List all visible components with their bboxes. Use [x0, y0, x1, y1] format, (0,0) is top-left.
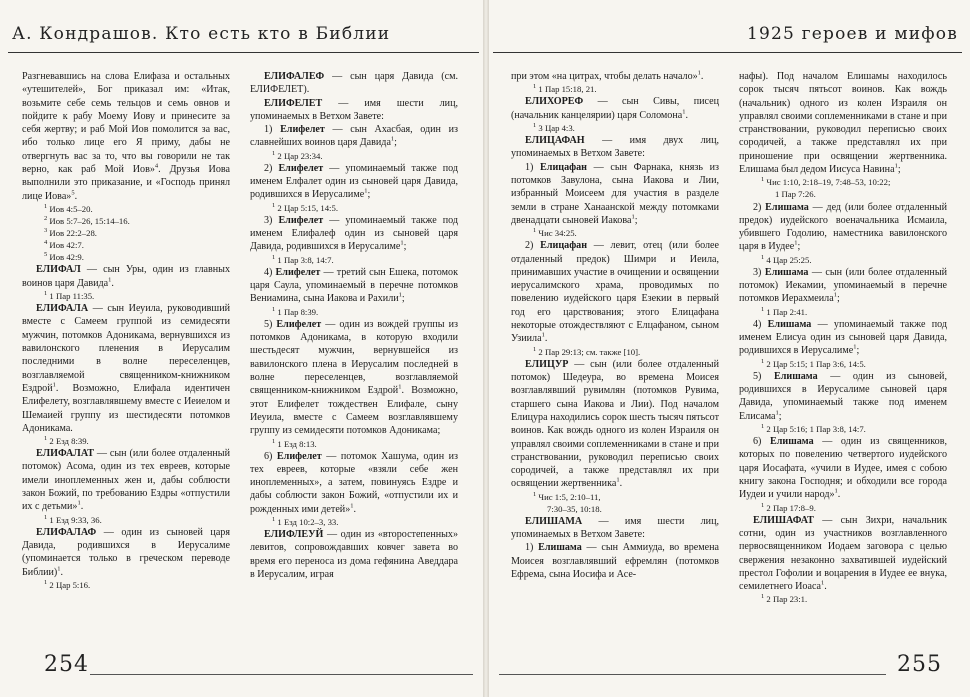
entry-text: — дед (или более отдаленный предок) иудейского военачальника Исмаила, убившего Годолию, наместника вавилонского царя в Иудее	[739, 201, 947, 253]
footnote-marker: 1	[533, 122, 537, 130]
entry-text: 4 Цар 25:25.	[766, 254, 812, 265]
entry-text: — сын Ахасбая, один из славнейших воинов царя Давида	[250, 124, 458, 149]
entry-text: — сын Аммиуда, во времена Моисея возглавлявший ефремлян (потомков Ефрема, сына Иосифа и Асе-	[511, 542, 719, 581]
headword: Елишама	[767, 318, 812, 330]
footnote-marker: 1	[44, 513, 48, 521]
dictionary-entry	[739, 514, 947, 594]
entry-text: — один из вождей группы из потомков Адоникама, в которую входили шестьдесят мужчин, вернувшейся из вавилонского плена в Иерусалим последней в волне переселенцев, возглавляемой священником-книжником Ездрой	[250, 318, 458, 397]
entry-text-tail: ;	[856, 345, 860, 357]
entry-text: Иов 42:9.	[49, 252, 84, 263]
scripture-reference	[22, 239, 230, 251]
entry-text: 2 Цар 5:15; 1 Пар 3:6, 14:5.	[766, 358, 866, 369]
entry-text-tail: . Возможно, этот Елифелет тождествен Елифале, сыну Иеуила, вместе с Самеем возглавлявшему группу из семидесяти потомков Адоникама;	[250, 385, 458, 437]
entry-text: — левит, отец (или более отдаленный предок) Шимри и Иеила, принимавших участие в очищении и освящении иерусалимского храма, проводимых по повелению иудейского царя Езекии в первый год его царствования; этого Елицафана некоторые отождествляют с Елцафаном, сыном Узиила	[511, 240, 719, 345]
scripture-reference	[250, 516, 458, 528]
footnote-marker: 1	[272, 201, 276, 209]
entry-number: 5)	[753, 370, 774, 382]
footnote-marker: 1	[272, 253, 276, 261]
entry-text: — третий сын Ешека, потомок царя Саула, упоминаемый в перечне потомков Вениамина, сына Иакова и Рахили	[250, 266, 458, 305]
dictionary-entry	[511, 161, 719, 227]
entry-text: 1 Пар 7:26.	[775, 189, 816, 200]
entry-number: 3)	[753, 266, 765, 278]
scripture-reference	[22, 251, 230, 263]
footnote-marker: 1	[833, 292, 837, 300]
entry-text: 2 Цар 5:16; 1 Пар 3:8, 14:7.	[766, 424, 866, 434]
entry-text: Разгневавшись на слова Елифаза и остальных «утешителей», Бог приказал им: «Итак, возьмите себе семь тельцов и семь овнов и пойдите к рабу Моему Иову и принесите за себя жертву; и раб Мой Иов помолится за вас, ибо только лице его Я приму, дабы не отвергнуть вас за то, что вы говорили не так верно, как раб Мой Иов»	[22, 71, 230, 176]
footnote-marker: 1	[400, 240, 404, 248]
entry-text: 2 Езд 8:39.	[49, 436, 89, 447]
entry-text: — сын Сивы, писец (начальник канцелярии) царя Соломона	[511, 96, 719, 121]
entry-text: Иов 5:7–26, 15:14–16.	[49, 216, 130, 227]
entry-number: 5)	[264, 318, 277, 330]
entry-text: — сын (или более отдаленный потомок) Асома, один из тех евреев, которые имели иноплеменных жен и, дабы соблюсти закон Божий, по требованию Ездры «отпустили их с детьми»	[22, 448, 230, 513]
footnote-marker: 1	[761, 305, 765, 313]
footnote-marker: 1	[533, 83, 537, 91]
running-head-left: А. Кондрашов. Кто есть кто в Библии	[12, 24, 391, 44]
headword: Елифелет	[278, 214, 324, 226]
entry-number: 3)	[264, 214, 279, 226]
entry-text: 1 Пар 15:18, 21.	[538, 84, 597, 95]
scripture-reference	[511, 83, 719, 95]
scripture-reference	[739, 423, 947, 435]
headword: ЕЛИФАЛ	[36, 264, 81, 276]
dictionary-entry	[511, 134, 719, 161]
entry-text-tail: ;	[401, 293, 405, 305]
entry-text-tail: .	[619, 478, 623, 490]
scripture-reference	[250, 202, 458, 214]
entry-text: — сын Уры, один из главных воинов царя Давида	[22, 264, 230, 289]
headword: ЕЛИФАЛАТ	[36, 448, 94, 460]
entry-text: 1 Пар 3:8, 14:7.	[277, 254, 334, 265]
entry-text-tail: ;	[797, 241, 801, 253]
scripture-reference	[22, 227, 230, 239]
scripture-reference	[511, 346, 719, 358]
entry-text: 2 Цар 23:34.	[277, 150, 323, 161]
footnote-marker: 1	[364, 188, 368, 196]
headword: ЕЛИЦАФАН	[525, 135, 585, 147]
entry-text: 1 Пар 2:41.	[766, 306, 808, 317]
footnote-marker: 1	[821, 579, 825, 587]
right-page	[489, 0, 970, 697]
dictionary-entry	[739, 266, 947, 306]
continued-text	[22, 70, 230, 203]
footnote-marker: 1	[108, 276, 112, 284]
page-number-left: 254	[44, 652, 89, 677]
entry-text-tail: . Друзья Иова выполнили это приказание, и «Господь принял лице Иова»	[22, 164, 230, 202]
left-column-2	[250, 70, 458, 648]
dictionary-entry	[511, 358, 719, 491]
entry-text: 1 Езд 10:2–3, 33.	[277, 517, 339, 528]
footnote-marker: 1	[272, 437, 276, 445]
footnote-marker: 1	[44, 203, 48, 211]
entry-text: 2 Пар 17:8–9.	[766, 502, 816, 513]
entry-text: Чис 34:25.	[538, 228, 577, 239]
entry-number: 6)	[264, 450, 277, 462]
dictionary-entry	[250, 162, 458, 202]
headword: Елишама	[538, 542, 582, 554]
scripture-reference	[250, 438, 458, 450]
footnote-marker: 2	[44, 215, 48, 223]
entry-text: при этом «на цитрах, чтобы делать начало»	[511, 71, 698, 82]
footnote-marker: 1	[761, 593, 765, 601]
footnote-marker: 1	[761, 357, 765, 365]
entry-text: 1 Езд 8:13.	[277, 438, 317, 449]
dictionary-entry	[250, 450, 458, 516]
entry-number: 4)	[753, 318, 768, 330]
footnote-marker: 1	[761, 253, 765, 261]
entry-number: 1)	[264, 124, 281, 136]
header-rule-right	[493, 52, 962, 53]
footnote-marker: 1	[761, 501, 765, 509]
headword: Елифелет	[275, 266, 321, 278]
footnote-marker: 1	[533, 345, 537, 353]
dictionary-entry	[511, 541, 719, 581]
footnote-marker: 5	[44, 251, 48, 259]
entry-text: — имя шести лиц, упоминаемых в Ветхом Завете:	[511, 515, 719, 541]
entry-text: — один из сыновей, родившихся в Иерусалиме сыновей царя Давида, упоминаемый также под именем Елисама	[739, 370, 947, 422]
dictionary-entry	[22, 526, 230, 579]
headword: Елифелет	[280, 124, 325, 136]
entry-text: — сын (или более отдаленный потомок) Шедеура, во времена Моисея возглавлявший рувимлян (потомков Рувима, старшего сына Иакова и Лии). Под началом Елицура находились сорок шесть тысяч пятьсот воинов. Как вождь одного из колен Израиля он управлял своими соплеменниками в стане и при странствовании, руководил переписью своих сородичей, а также представлял их при освящении жертвенника	[511, 358, 719, 490]
entry-text: — один из сыновей царя Давида, родившихся в Иерусалиме (упоминается только в греческом переводе Библии)	[22, 526, 230, 578]
entry-text-tail: ;	[367, 189, 371, 201]
footnote-marker: 1	[272, 149, 276, 157]
headword: ЕЛИФЕЛЕТ	[264, 97, 323, 109]
entry-text-tail: ;	[778, 410, 782, 422]
entry-text: — один из «второстепенных» левитов, сопровождавших ковчег завета во время его переноса из дома гефянина Аведдара в Иерусалим, играя	[250, 529, 458, 581]
footer-rule-left	[90, 674, 473, 675]
entry-text-tail: .	[685, 109, 689, 121]
scripture-reference	[739, 593, 947, 605]
entry-text: — имя двух лиц, упоминаемых в Ветхом Завете:	[511, 135, 719, 160]
entry-text: — один из священников, которых по повелению четвертого иудейского царя Иосафата, «учили в Иудее, имея с собою книгу закона Господня; и обходили все города Иудеи и учили народ»	[739, 436, 947, 501]
footnote-marker: 1	[631, 213, 635, 221]
footnote-marker: 1	[775, 409, 779, 417]
entry-text-tail: .	[80, 501, 84, 513]
entry-text-tail: ;	[403, 241, 407, 253]
entry-number: 2)	[753, 201, 766, 213]
entry-number: 1)	[525, 161, 541, 173]
scripture-reference	[250, 306, 458, 318]
entry-number: 2)	[264, 162, 279, 174]
footnote-marker: 1	[272, 516, 276, 524]
entry-text: 2 Цар 5:16.	[49, 579, 91, 590]
scripture-reference	[22, 203, 230, 215]
footnote-marker: 5	[71, 189, 75, 197]
continued-text	[511, 70, 719, 83]
entry-text-tail: .	[353, 503, 357, 515]
entry-text: — сын (или более отдаленный потомок) Иекамии, упоминаемый в перечне потомков Иерахмеила	[739, 266, 947, 305]
entry-text-tail: ;	[897, 164, 901, 176]
entry-text: Иов 4:5–20.	[49, 203, 93, 214]
page-number-right: 255	[897, 652, 942, 677]
right-column-1	[511, 70, 719, 648]
entry-number: 1)	[525, 542, 539, 554]
scripture-reference	[511, 227, 719, 239]
scripture-reference	[739, 254, 947, 266]
entry-text-tail: .	[824, 581, 827, 593]
headword: ЕЛИШАМА	[525, 515, 583, 527]
scripture-reference	[511, 503, 719, 515]
headword: Елифелет	[276, 450, 322, 462]
entry-text: — сын царя Давида (см. ЕЛИФЕЛЕТ).	[250, 71, 458, 96]
footnote-marker: 1	[616, 477, 620, 485]
continued-text	[739, 70, 947, 176]
entry-text: Иов 22:2–28.	[49, 228, 97, 239]
headword: ЕЛИФАЛА	[36, 303, 89, 315]
entry-text: 1 Езд 9:33, 36.	[49, 514, 102, 525]
entry-text: — упоминаемый также под именем Елфалет один из сыновей царя Давида, родившихся в Иерусалиме	[250, 162, 458, 201]
footnote-marker: 1	[834, 487, 838, 495]
footnote-marker: 4	[154, 162, 159, 170]
footnote-marker: 1	[853, 344, 857, 352]
dictionary-entry	[250, 70, 458, 97]
left-page	[0, 0, 483, 697]
scripture-reference	[739, 176, 947, 188]
entry-text: 1 Пар 8:39.	[277, 306, 319, 317]
scripture-reference	[22, 290, 230, 302]
entry-text-tail: .	[700, 71, 704, 82]
headword: ЕЛИШАФАТ	[753, 514, 814, 526]
headword: ЕЛИЦУР	[525, 358, 569, 370]
entry-text: 3 Цар 4:3.	[538, 122, 575, 133]
footnote-marker: 1	[761, 176, 765, 184]
footnote-marker: 1	[44, 435, 48, 443]
entry-text: 7:30–35, 10:18.	[547, 503, 602, 514]
footnote-marker: 4	[44, 239, 48, 247]
footer-rule-right	[499, 674, 886, 675]
footnote-marker: 1	[682, 108, 686, 116]
scripture-reference	[739, 358, 947, 370]
footnote-marker: 1	[350, 502, 354, 510]
entry-text: — упоминаемый также под именем Елисуа один из сыновей царя Давида, родившихся в Иерусалиме	[739, 318, 947, 357]
footnote-marker: 1	[77, 500, 81, 508]
dictionary-entry	[250, 528, 458, 581]
dictionary-entry	[22, 302, 230, 435]
dictionary-entry	[22, 447, 230, 513]
entry-text: 2 Цар 5:15, 14:5.	[277, 202, 338, 213]
scripture-reference	[511, 491, 719, 503]
footnote-marker: 1	[57, 565, 61, 573]
entry-text: Чис 1:10, 2:18–19, 7:48–53, 10:22;	[766, 177, 891, 188]
footnote-marker: 1	[390, 136, 395, 144]
footnote-marker: 1	[541, 331, 545, 339]
scripture-reference	[22, 514, 230, 526]
dictionary-entry	[511, 239, 719, 345]
scripture-reference	[739, 188, 947, 200]
headword: Елишама	[765, 201, 809, 213]
entry-text: — сын Иеуила, руководивший вместе с Самеем группой из семидесяти мужчин, потомков Адоникама, вернувшихся из вавилонского пленения в Иерусалим последними в волне переселенцев, возглавляемой священником-книжником Ездрой	[22, 303, 230, 394]
header-rule-left	[8, 52, 479, 53]
running-head-right: 1925 героев и мифов	[747, 24, 958, 44]
footnote-marker: 1	[398, 292, 402, 300]
footnote-marker: 1	[761, 423, 765, 431]
headword: ЕЛИФАЛАФ	[36, 526, 97, 538]
entry-text-tail: .	[74, 190, 78, 202]
scripture-reference	[250, 254, 458, 266]
headword: Елишама	[764, 266, 809, 278]
entry-text-tail: .	[111, 277, 114, 289]
dictionary-entry	[511, 95, 719, 122]
headword: ЕЛИХОРЕФ	[525, 96, 584, 108]
footnote-marker: 1	[398, 383, 402, 391]
scripture-reference	[250, 150, 458, 162]
headword: Елифелет	[278, 162, 324, 174]
entry-text: нафы). Под началом Елишамы находилось сорок тысяч пятьсот воинов. Как вождь (начальник) одного из колен Израиля он управлял своими соплеменниками в стане и при странствовании, руководил переписью своих сородичей, а также представлял их при приношение при освящении жертвенника. Елишама был дедом Иисуса Навина	[739, 71, 947, 176]
footnote-marker: 1	[272, 305, 276, 313]
entry-text: Иов 42:7.	[49, 240, 84, 251]
scripture-reference	[739, 306, 947, 318]
dictionary-entry	[250, 318, 458, 438]
entry-text: — сын Фарнака, князь из потомков Завулона, сына Иакова и Лии, избранный Моисеем для участия в разделе земли в стране Ханаанской между потомками двенадцати сыновей Иакова	[511, 161, 719, 226]
footnote-marker: 1	[44, 579, 48, 587]
footnote-marker: 3	[44, 227, 48, 235]
dictionary-entry	[739, 435, 947, 501]
headword: Елицафан	[540, 240, 588, 252]
entry-text-tail: ;	[634, 214, 638, 226]
dictionary-entry	[739, 370, 947, 423]
entry-text: — имя шести лиц, упоминаемых в Ветхом Завете:	[250, 97, 458, 122]
entry-number: 6)	[753, 436, 770, 448]
entry-text: — потомок Хашума, один из тех евреев, которые «взяли себе жен иноплеменных», а затем, повинуясь Ездре и дабы соблюсти закон Божий, «отпустили их и рожденных ими детей»	[250, 450, 458, 515]
left-column-1	[22, 70, 230, 648]
entry-text-tail: . Возможно, Елифала идентичен Елифелету, возглавлявшему вместе с Иеиелом и Шемаией группу из шестидесяти потомков Адоникама.	[22, 382, 230, 434]
dictionary-entry	[22, 263, 230, 290]
scripture-reference	[511, 122, 719, 134]
headword: Елишама	[774, 370, 818, 382]
scripture-reference	[22, 215, 230, 227]
headword: ЕЛИФЛЕУЙ	[264, 529, 324, 541]
footnote-marker: 1	[52, 381, 56, 389]
entry-text: 2 Пар 29:13; см. также [10].	[538, 346, 641, 357]
entry-text: — сын Зихри, начальник сотни, один из участников возглавленного первосвященником Иодаем заговора с целью свержения незаконно захватившей иудейский престол Гофолии и воцарения в Иудее ее внука, семилетнего Иоаса	[739, 514, 947, 593]
footnote-marker: 1	[697, 70, 701, 77]
dictionary-entry	[250, 97, 458, 124]
entry-text-tail: ;	[836, 293, 840, 305]
entry-number: 2)	[525, 240, 541, 252]
dictionary-entry	[739, 318, 947, 358]
entry-text-tail: .	[837, 489, 841, 501]
dictionary-entry	[250, 123, 458, 150]
headword: Елишама	[769, 436, 814, 448]
scripture-reference	[22, 435, 230, 447]
dictionary-entry	[250, 266, 458, 306]
entry-text-tail: ;	[394, 137, 397, 149]
scripture-reference	[22, 579, 230, 591]
dictionary-entry	[739, 201, 947, 254]
scripture-reference	[739, 502, 947, 514]
dictionary-entry	[250, 214, 458, 254]
headword: Елицафан	[540, 161, 587, 173]
footnote-marker: 1	[44, 290, 48, 298]
entry-text: 2 Пар 23:1.	[766, 594, 808, 605]
entry-text: Чис 1:5, 2:10–11,	[538, 491, 601, 502]
footnote-marker: 1	[533, 490, 537, 498]
footnote-marker: 1	[794, 240, 798, 248]
footnote-marker: 1	[894, 162, 898, 170]
entry-text-tail: .	[60, 566, 64, 578]
entry-text-tail: .	[544, 333, 548, 345]
right-column-2	[739, 70, 947, 648]
entry-text: 1 Пар 11:35.	[49, 291, 95, 302]
headword: Елифелет	[276, 318, 322, 330]
entry-number: 4)	[264, 266, 276, 278]
footnote-marker: 1	[533, 227, 537, 235]
dictionary-entry	[511, 515, 719, 542]
headword: ЕЛИФАЛЕФ	[264, 71, 325, 82]
entry-text: — упоминаемый также под именем Елифалеф один из сыновей царя Давида, родившихся в Иерусалиме	[250, 214, 458, 253]
